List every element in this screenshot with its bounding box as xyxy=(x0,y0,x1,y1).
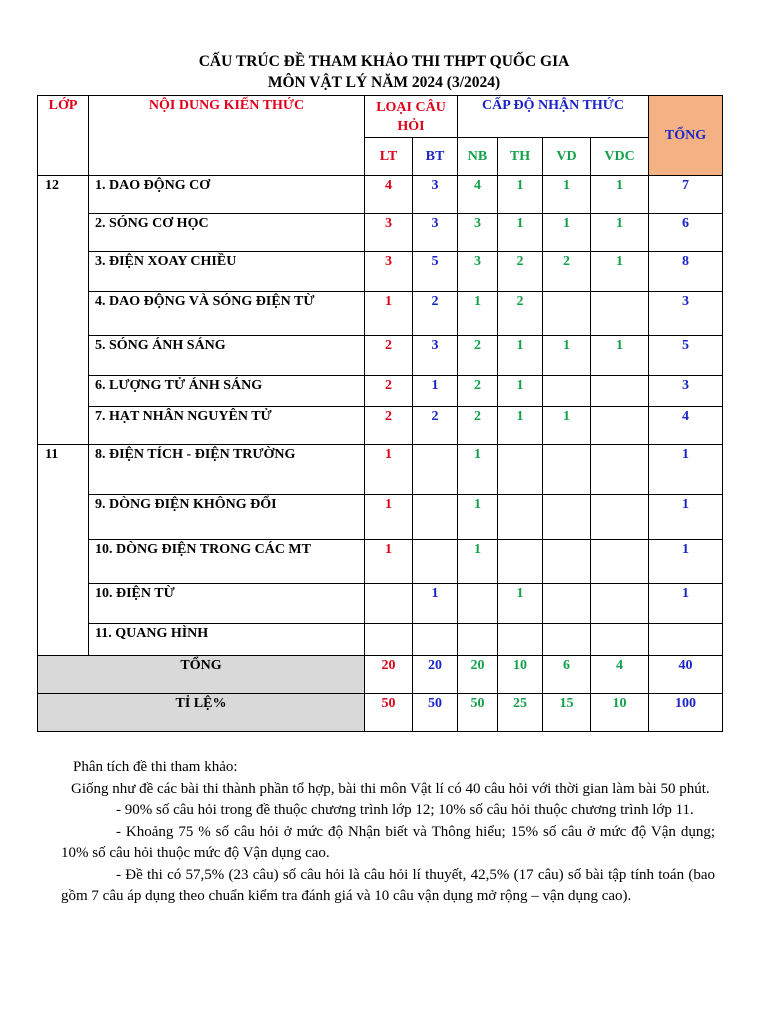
total-cell: 3 xyxy=(649,292,723,336)
th-cell xyxy=(498,445,543,495)
th-cell: 1 xyxy=(498,214,543,252)
vd-cell: 1 xyxy=(543,336,591,376)
nb-cell: 4 xyxy=(458,176,498,214)
topic-cell: 1. DAO ĐỘNG CƠ xyxy=(89,176,365,214)
vd-cell xyxy=(543,540,591,584)
table-row xyxy=(38,540,723,584)
vdc-cell xyxy=(591,292,649,336)
topic-cell: 4. DAO ĐỘNG VÀ SÓNG ĐIỆN TỪ xyxy=(89,292,365,336)
header-content: NỘI DUNG KIẾN THỨC xyxy=(89,96,365,176)
ratio-row-th: 25 xyxy=(498,694,543,732)
vd-cell xyxy=(543,584,591,624)
vd-cell xyxy=(543,445,591,495)
header-th: TH xyxy=(498,138,543,176)
table-row xyxy=(38,176,723,214)
table-row xyxy=(38,376,723,407)
header-vdc: VDC xyxy=(591,138,649,176)
bt-cell: 5 xyxy=(413,252,458,292)
th-cell: 2 xyxy=(498,252,543,292)
bt-cell: 1 xyxy=(413,376,458,407)
sum-row-vd: 6 xyxy=(543,656,591,694)
ratio-row-label: TỈ LỆ% xyxy=(38,694,365,732)
nb-cell xyxy=(458,624,498,656)
bt-cell xyxy=(413,445,458,495)
bt-cell: 1 xyxy=(413,584,458,624)
lt-cell: 2 xyxy=(365,336,413,376)
vdc-cell xyxy=(591,584,649,624)
vd-cell: 1 xyxy=(543,214,591,252)
sum-row-bt: 20 xyxy=(413,656,458,694)
bt-cell: 3 xyxy=(413,214,458,252)
nb-cell xyxy=(458,584,498,624)
bt-cell: 3 xyxy=(413,336,458,376)
header-lt: LT xyxy=(365,138,413,176)
total-cell: 6 xyxy=(649,214,723,252)
vdc-cell xyxy=(591,376,649,407)
topic-cell: 2. SÓNG CƠ HỌC xyxy=(89,214,365,252)
total-cell: 8 xyxy=(649,252,723,292)
bt-cell: 3 xyxy=(413,176,458,214)
vdc-cell: 1 xyxy=(591,252,649,292)
total-cell: 1 xyxy=(649,540,723,584)
nb-cell: 3 xyxy=(458,214,498,252)
lt-cell: 3 xyxy=(365,252,413,292)
nb-cell: 1 xyxy=(458,540,498,584)
sum-row-vdc: 4 xyxy=(591,656,649,694)
header-cognitive-level: CẤP ĐỘ NHẬN THỨC xyxy=(458,96,649,138)
topic-cell: 9. DÒNG ĐIỆN KHÔNG ĐỔI xyxy=(89,495,365,540)
ratio-row-vdc: 10 xyxy=(591,694,649,732)
header-bt: BT xyxy=(413,138,458,176)
table-row xyxy=(38,292,723,336)
vd-cell xyxy=(543,376,591,407)
topic-cell: 10. ĐIỆN TỪ xyxy=(89,584,365,624)
vdc-cell xyxy=(591,407,649,445)
table-row xyxy=(38,336,723,376)
lt-cell: 3 xyxy=(365,214,413,252)
table-row xyxy=(38,252,723,292)
nb-cell: 3 xyxy=(458,252,498,292)
topic-cell: 3. ĐIỆN XOAY CHIỀU xyxy=(89,252,365,292)
bt-cell xyxy=(413,540,458,584)
nb-cell: 1 xyxy=(458,445,498,495)
th-cell: 2 xyxy=(498,292,543,336)
vd-cell: 1 xyxy=(543,407,591,445)
vdc-cell: 1 xyxy=(591,214,649,252)
vd-cell xyxy=(543,292,591,336)
topic-cell: 10. DÒNG ĐIỆN TRONG CÁC MT xyxy=(89,540,365,584)
table-row xyxy=(38,445,723,495)
th-cell: 1 xyxy=(498,336,543,376)
sum-row-total: 40 xyxy=(649,656,723,694)
table-row xyxy=(38,407,723,445)
th-cell: 1 xyxy=(498,584,543,624)
th-cell: 1 xyxy=(498,176,543,214)
document-title: CẤU TRÚC ĐỀ THAM KHẢO THI THPT QUỐC GIA xyxy=(198,53,570,70)
exam-structure-table xyxy=(37,95,723,732)
sum-row-label: TỔNG xyxy=(38,656,365,694)
total-cell: 3 xyxy=(649,376,723,407)
table-row xyxy=(38,584,723,624)
lt-cell xyxy=(365,624,413,656)
vdc-cell xyxy=(591,445,649,495)
total-cell xyxy=(649,624,723,656)
vdc-cell xyxy=(591,624,649,656)
grade-cell: 12 xyxy=(38,176,89,445)
bt-cell: 2 xyxy=(413,407,458,445)
total-cell: 4 xyxy=(649,407,723,445)
bt-cell xyxy=(413,624,458,656)
lt-cell: 2 xyxy=(365,376,413,407)
vdc-cell xyxy=(591,540,649,584)
ratio-row-lt: 50 xyxy=(365,694,413,732)
sum-row-nb: 20 xyxy=(458,656,498,694)
nb-cell: 1 xyxy=(458,495,498,540)
lt-cell: 4 xyxy=(365,176,413,214)
lt-cell xyxy=(365,584,413,624)
vd-cell xyxy=(543,495,591,540)
analysis-section xyxy=(61,757,715,908)
nb-cell: 2 xyxy=(458,376,498,407)
total-cell: 1 xyxy=(649,584,723,624)
topic-cell: 8. ĐIỆN TÍCH - ĐIỆN TRƯỜNG xyxy=(89,445,365,495)
analysis-bullet-2: - Khoảng 75 % số câu hỏi ở mức độ Nhận biết và Thông hiểu; 15% số câu ở mức độ Vận dụng; 10% số câu hỏi thuộc mức độ Vận dụng cao. xyxy=(61,823,715,861)
table-row xyxy=(38,495,723,540)
vd-cell: 2 xyxy=(543,252,591,292)
lt-cell: 2 xyxy=(365,407,413,445)
nb-cell: 2 xyxy=(458,336,498,376)
grade-cell: 11 xyxy=(38,445,89,656)
topic-cell: 5. SÓNG ÁNH SÁNG xyxy=(89,336,365,376)
sum-row-th: 10 xyxy=(498,656,543,694)
nb-cell: 1 xyxy=(458,292,498,336)
th-cell xyxy=(498,540,543,584)
header-nb: NB xyxy=(458,138,498,176)
nb-cell: 2 xyxy=(458,407,498,445)
header-total: TỔNG xyxy=(649,96,723,176)
ratio-row xyxy=(38,694,723,732)
analysis-intro: Giống như đề các bài thi thành phần tổ hợp, bài thi môn Vật lí có 40 câu hỏi với thời gian làm bài 50 phút. xyxy=(71,780,710,797)
lt-cell: 1 xyxy=(365,540,413,584)
total-cell: 1 xyxy=(649,445,723,495)
bt-cell: 2 xyxy=(413,292,458,336)
ratio-row-nb: 50 xyxy=(458,694,498,732)
ratio-row-bt: 50 xyxy=(413,694,458,732)
analysis-bullet-1: - 90% số câu hỏi trong đề thuộc chương trình lớp 12; 10% số câu hỏi thuộc chương trình lớp 11. xyxy=(116,802,694,818)
header-question-type: LOẠI CÂU HỎI xyxy=(365,96,458,138)
vdc-cell xyxy=(591,495,649,540)
lt-cell: 1 xyxy=(365,292,413,336)
lt-cell: 1 xyxy=(365,445,413,495)
sum-row xyxy=(38,656,723,694)
total-cell: 1 xyxy=(649,495,723,540)
header-grade: LỚP xyxy=(38,96,89,176)
ratio-row-vd: 15 xyxy=(543,694,591,732)
bt-cell xyxy=(413,495,458,540)
vdc-cell: 1 xyxy=(591,336,649,376)
header-vd: VD xyxy=(543,138,591,176)
analysis-bullet-3: - Đề thi có 57,5% (23 câu) số câu hỏi là câu hỏi lí thuyết, 42,5% (17 câu) số bài tập tính toán (bao gồm 7 câu áp dụng theo chuẩn kiểm tra đánh giá và 10 câu vận dụng mở rộng – vận dụng cao). xyxy=(61,866,715,904)
lt-cell: 1 xyxy=(365,495,413,540)
total-cell: 7 xyxy=(649,176,723,214)
total-cell: 5 xyxy=(649,336,723,376)
vdc-cell: 1 xyxy=(591,176,649,214)
vd-cell: 1 xyxy=(543,176,591,214)
table-row xyxy=(38,624,723,656)
topic-cell: 11. QUANG HÌNH xyxy=(89,624,365,656)
vd-cell xyxy=(543,624,591,656)
topic-cell: 7. HẠT NHÂN NGUYÊN TỬ xyxy=(89,407,365,445)
th-cell xyxy=(498,495,543,540)
topic-cell: 6. LƯỢNG TỬ ÁNH SÁNG xyxy=(89,376,365,407)
th-cell: 1 xyxy=(498,376,543,407)
analysis-heading: Phân tích đề thi tham khảo: xyxy=(73,759,238,775)
ratio-row-total: 100 xyxy=(649,694,723,732)
th-cell: 1 xyxy=(498,407,543,445)
table-row xyxy=(38,214,723,252)
sum-row-lt: 20 xyxy=(365,656,413,694)
document-subtitle: MÔN VẬT LÝ NĂM 2024 (3/2024) xyxy=(267,74,501,91)
th-cell xyxy=(498,624,543,656)
